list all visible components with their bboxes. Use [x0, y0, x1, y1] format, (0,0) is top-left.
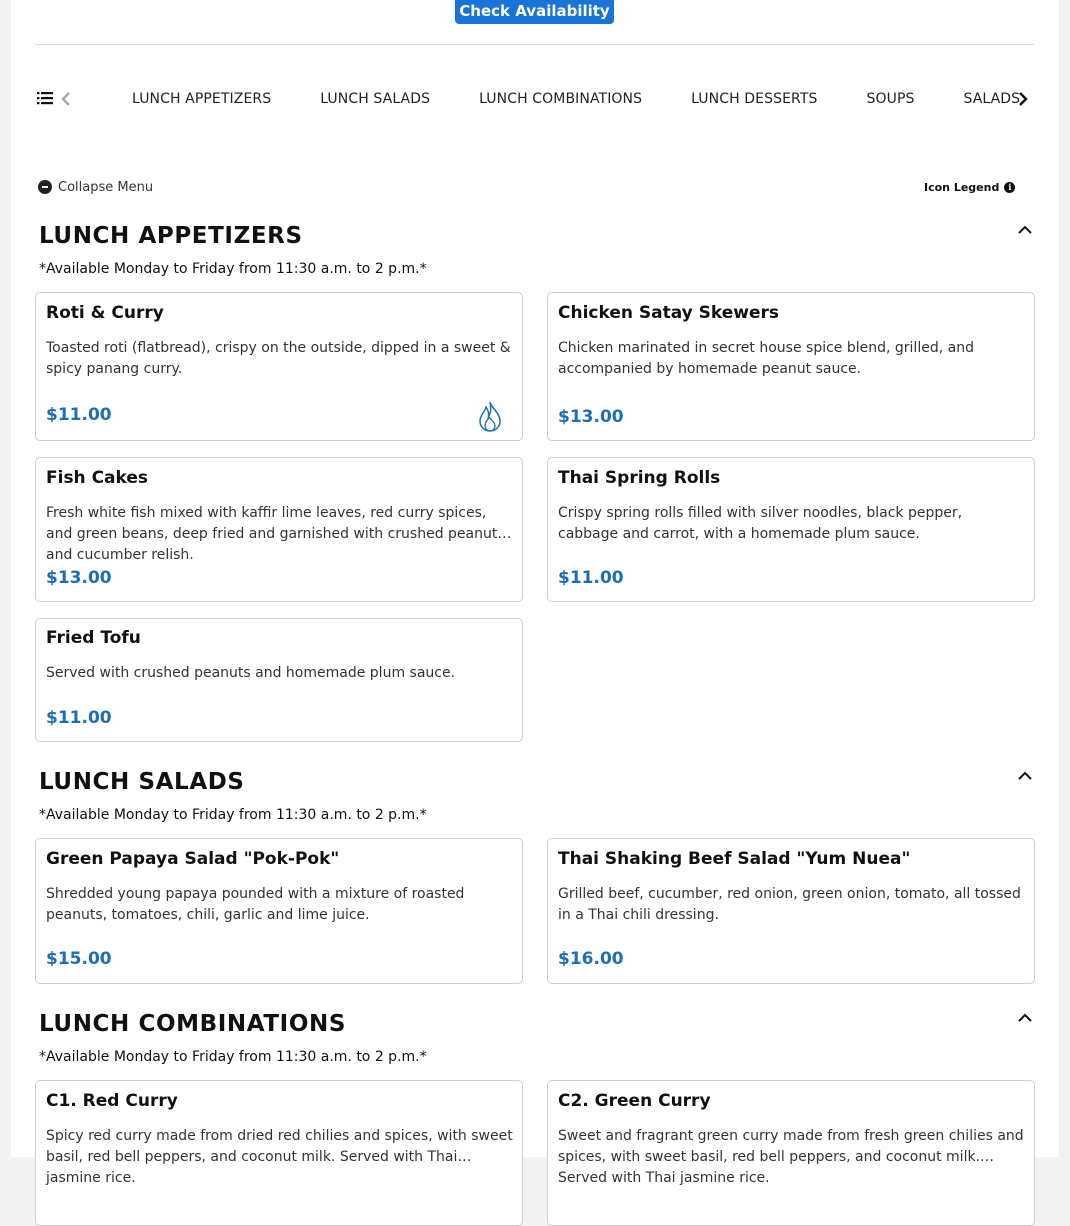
- info-icon: i: [1004, 182, 1015, 193]
- header-divider: [35, 44, 1034, 45]
- item-description: Crispy spring rolls filled with silver noodles, black pepper, cabbage and carrot, with a homemade plum sauce.: [558, 505, 963, 542]
- item-price: $15.00: [46, 949, 112, 969]
- section-title: LUNCH SALADS: [39, 769, 245, 795]
- item-name: Green Papaya Salad "Pok-Pok": [46, 849, 340, 869]
- item-name: C2. Green Curry: [558, 1091, 711, 1111]
- item-description: Chicken marinated in secret house spice blend, grilled, and accompanied by homemade peanut sauce.: [558, 340, 974, 377]
- section-title: LUNCH APPETIZERS: [39, 223, 303, 249]
- category-track: [95, 80, 1021, 118]
- item-description: Grilled beef, cucumber, red onion, green onion, tomato, all tossed in a Thai chili dressing.: [558, 886, 1021, 923]
- section-note: *Available Monday to Friday from 11:30 a.m. to 2 p.m.*: [39, 1049, 427, 1065]
- section-note: *Available Monday to Friday from 11:30 a.m. to 2 p.m.*: [39, 807, 427, 823]
- minus-circle-icon: [38, 180, 52, 194]
- menu-item-card[interactable]: [35, 618, 523, 742]
- item-price: $13.00: [46, 568, 112, 588]
- item-price: $11.00: [46, 405, 112, 425]
- icon-legend-button[interactable]: [924, 178, 1015, 196]
- item-price: $13.00: [558, 407, 624, 427]
- menu-item-card[interactable]: [35, 292, 523, 441]
- category-tab-lunch-desserts[interactable]: LUNCH DESSERTS: [691, 91, 818, 107]
- item-price: $11.00: [46, 708, 112, 728]
- item-description: Served with crushed peanuts and homemade plum sauce.: [46, 665, 456, 681]
- menu-item-card[interactable]: [547, 292, 1035, 441]
- item-name: Thai Shaking Beef Salad "Yum Nuea": [558, 849, 911, 869]
- item-name: Roti & Curry: [46, 303, 164, 323]
- item-price: $11.00: [558, 568, 624, 588]
- chevron-up-icon[interactable]: [1017, 771, 1033, 781]
- menu-item-card[interactable]: [35, 838, 523, 984]
- chevron-up-icon[interactable]: [1017, 225, 1033, 235]
- category-tab-soups[interactable]: SOUPS: [866, 91, 915, 107]
- check-availability-button[interactable]: Check Availability: [455, 0, 614, 24]
- item-description: Toasted roti (flatbread), crispy on the outside, dipped in a sweet & spicy panang curry.: [46, 340, 511, 377]
- menu-item-card[interactable]: [547, 1080, 1035, 1226]
- item-name: Fried Tofu: [46, 628, 141, 648]
- item-name: Fish Cakes: [46, 468, 149, 488]
- item-price: $16.00: [558, 949, 624, 969]
- chevron-up-icon[interactable]: [1017, 1013, 1033, 1023]
- item-description: Shredded young papaya pounded with a mixture of roasted peanuts, tomatoes, chili, garlic and lime juice.: [46, 886, 465, 923]
- list-icon[interactable]: [37, 91, 53, 105]
- category-tab-lunch-salads[interactable]: LUNCH SALADS: [320, 91, 431, 107]
- category-nav: [35, 80, 1034, 118]
- menu-page: [11, 0, 1059, 1186]
- category-tab-salads[interactable]: SALADS: [963, 91, 1021, 107]
- collapse-menu-toggle[interactable]: [38, 178, 153, 196]
- item-name: Thai Spring Rolls: [558, 468, 721, 488]
- menu-item-card[interactable]: [35, 1080, 523, 1226]
- item-description: Fresh white fish mixed with kaffir lime leaves, red curry spices, and green beans, deep fried and garnished with crushed peanuts and cucumber relish.: [46, 505, 505, 563]
- menu-item-card[interactable]: [547, 838, 1035, 984]
- item-description: Spicy red curry made from dried red chilies and spices, with sweet basil, red bell peppers, and coconut milk. Served with Thai jasmine rice.: [46, 1128, 513, 1186]
- section-title: LUNCH COMBINATIONS: [39, 1011, 346, 1037]
- icon-legend-label: Icon Legend: [924, 180, 1000, 194]
- item-name: Chicken Satay Skewers: [558, 303, 780, 323]
- collapse-menu-label: Collapse Menu: [58, 179, 154, 195]
- menu-item-card[interactable]: [547, 457, 1035, 602]
- item-description: Sweet and fragrant green curry made from fresh green chilies and spices, with sweet basil, red bell peppers, and coconut milk. Served with Thai jasmine rice.: [558, 1128, 1024, 1186]
- menu-item-card[interactable]: [35, 457, 523, 602]
- chevron-left-icon[interactable]: [59, 90, 73, 108]
- category-tab-lunch-appetizers[interactable]: LUNCH APPETIZERS: [132, 91, 272, 107]
- item-name: C1. Red Curry: [46, 1091, 178, 1111]
- category-tab-lunch-combinations[interactable]: LUNCH COMBINATIONS: [479, 91, 643, 107]
- spicy-flame-icon: [477, 400, 503, 432]
- section-note: *Available Monday to Friday from 11:30 a.m. to 2 p.m.*: [39, 261, 427, 277]
- chevron-right-icon[interactable]: [1015, 89, 1031, 109]
